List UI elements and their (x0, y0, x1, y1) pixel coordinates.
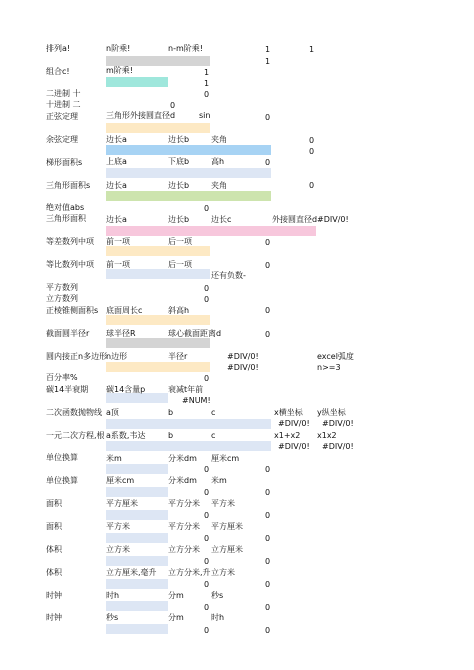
note-text: 还有负数- (211, 271, 246, 280)
error-value: #DIV/0! (322, 419, 354, 428)
column-header: sin (199, 111, 211, 120)
input-bar[interactable] (106, 533, 168, 543)
input-bar[interactable] (106, 191, 271, 201)
column-header: 秒s (211, 591, 224, 600)
result-value: 0 (265, 330, 271, 339)
row-label: 一元二次方程,根 (46, 431, 105, 440)
result-value: 0 (204, 580, 210, 589)
row-label: 等比数列中项 (46, 260, 94, 269)
result-value: 0 (204, 465, 210, 474)
input-bar[interactable] (106, 56, 210, 66)
column-header: x1+x2 (274, 431, 301, 440)
column-header: 米m (106, 454, 122, 463)
row-label: 单位换算 (46, 476, 78, 485)
column-header: 外接圆直径d (272, 215, 318, 224)
input-bar[interactable] (106, 168, 271, 178)
column-header: m阶乘! (106, 66, 133, 75)
input-bar[interactable] (106, 315, 210, 325)
column-header: x横坐标 (274, 408, 303, 417)
result-value: 0 (265, 557, 271, 566)
note-text: excel弧度 (317, 352, 354, 361)
row-label: 绝对值abs (46, 203, 85, 212)
input-bar[interactable] (106, 77, 168, 87)
result-value: 0 (265, 488, 271, 497)
error-value: #DIV/0! (227, 363, 259, 372)
column-header: b (168, 431, 174, 440)
column-header: 时h (211, 613, 225, 622)
column-header: 立方米 (106, 545, 130, 554)
error-value: #DIV/0! (227, 352, 259, 361)
input-bar[interactable] (106, 441, 271, 451)
column-header: n-m阶乘! (168, 44, 203, 53)
column-header: 下底b (168, 157, 190, 166)
result-value: 1 (204, 79, 210, 88)
input-bar[interactable] (106, 579, 168, 589)
result-value: 0 (265, 465, 271, 474)
column-header: 高h (211, 157, 225, 166)
input-bar[interactable] (106, 362, 210, 372)
column-header: 厘米cm (211, 454, 240, 463)
row-label: 体积 (46, 545, 62, 554)
column-header: 立方厘米 (211, 545, 243, 554)
result-value: 0 (204, 204, 210, 213)
row-label: 时钟 (46, 591, 62, 600)
column-header: 夹角 (211, 181, 227, 190)
column-header: 平方米 (211, 499, 235, 508)
row-label: 三角形面积s (46, 181, 91, 190)
input-bar[interactable] (106, 226, 316, 236)
column-header: x1x2 (317, 431, 337, 440)
row-label: 体积 (46, 568, 62, 577)
column-header: 分米dm (168, 454, 197, 463)
column-header: a系数,韦达 (106, 431, 146, 440)
row-label: 组合c! (46, 67, 70, 76)
result-value: 0 (265, 511, 271, 520)
column-header: 斜高h (168, 306, 190, 315)
row-label: 百分率% (46, 373, 78, 382)
result-value: 0 (309, 136, 315, 145)
column-header: 边长a (106, 181, 127, 190)
note-text: n>=3 (317, 363, 341, 372)
column-header: b (168, 408, 174, 417)
input-bar[interactable] (106, 123, 210, 133)
error-value: #DIV/0! (317, 215, 349, 224)
row-label: 余弦定理 (46, 135, 78, 144)
error-value: #DIV/0! (278, 419, 310, 428)
result-value: 0 (265, 113, 271, 122)
column-header: 前一项 (106, 237, 130, 246)
column-header: n阶乘! (106, 44, 131, 53)
result-value: 0 (204, 488, 210, 497)
column-header: 上底a (106, 157, 127, 166)
result-value: 1 (265, 45, 271, 54)
column-header: 底面周长c (106, 306, 143, 315)
column-header: 边长c (211, 215, 232, 224)
column-header: a顶 (106, 408, 119, 417)
error-value: #DIV/0! (278, 442, 310, 451)
result-value: 0 (204, 90, 210, 99)
input-bar[interactable] (106, 487, 168, 497)
column-header: 球心截面距离d (168, 329, 222, 338)
column-header: 边长b (168, 181, 190, 190)
error-value: #DIV/0! (322, 442, 354, 451)
result-value: 0 (204, 557, 210, 566)
column-header: 立方分米,升 (168, 568, 211, 577)
row-label: 正弦定理 (46, 112, 78, 121)
result-value: 0 (204, 284, 210, 293)
column-header: 平方厘米 (106, 499, 138, 508)
column-header: n边形 (106, 352, 128, 361)
column-header: 时h (106, 591, 120, 600)
result-value: 0 (309, 181, 315, 190)
column-header: 分m (168, 613, 184, 622)
row-label: 正棱锥侧面积s (46, 306, 99, 315)
row-label: 面积 (46, 499, 62, 508)
column-header: 边长b (168, 215, 190, 224)
row-label: 时钟 (46, 613, 62, 622)
row-label: 圆内接正n多边形 (46, 352, 108, 361)
result-value: 0 (265, 238, 271, 247)
column-header: 立方分米 (168, 545, 200, 554)
row-label: 立方数列 (46, 294, 78, 303)
column-header: 厘米cm (106, 476, 135, 485)
input-bar[interactable] (106, 556, 168, 566)
column-header: 边长a (106, 215, 127, 224)
row-label: 面积 (46, 522, 62, 531)
result-value: 0 (265, 603, 271, 612)
row-label: 梯形面积s (46, 158, 83, 167)
input-bar[interactable] (106, 269, 210, 279)
column-header: 球半径R (106, 329, 136, 338)
column-header: 米m (211, 476, 227, 485)
column-header: 平方厘米 (211, 522, 243, 531)
result-value: 0 (204, 295, 210, 304)
input-bar[interactable] (106, 464, 168, 474)
result-value: 0 (309, 147, 315, 156)
result-value: 0 (265, 261, 271, 270)
result-value: 0 (204, 374, 210, 383)
input-bar[interactable] (106, 338, 210, 348)
result-value: 1 (265, 57, 271, 66)
column-header: 分m (168, 591, 184, 600)
input-bar[interactable] (106, 419, 271, 429)
row-label: 碳14半衰期 (46, 385, 89, 394)
column-header: 后一项 (168, 260, 192, 269)
column-header: 前一项 (106, 260, 130, 269)
result-value: 0 (204, 603, 210, 612)
column-header: 立方米 (211, 568, 235, 577)
column-header: 立方厘米,毫升 (106, 568, 157, 577)
row-label: 单位换算 (46, 453, 78, 462)
error-value: #NUM! (182, 396, 211, 405)
row-label: 等差数列中项 (46, 237, 94, 246)
input-bar[interactable] (106, 145, 271, 155)
column-header: 平方米 (106, 522, 130, 531)
row-label: 十进制 二 (46, 100, 81, 109)
column-header: 衰减t年前 (168, 385, 204, 394)
input-bar[interactable] (106, 246, 210, 256)
column-header: c (211, 431, 216, 440)
result-value: 0 (204, 511, 210, 520)
column-header: 碳14含量p (106, 385, 146, 394)
column-header: 平方分米 (168, 499, 200, 508)
result-value: 1 (309, 45, 315, 54)
row-label: 截面圆半径r (46, 329, 90, 338)
result-value: 0 (265, 158, 271, 167)
column-header: 后一项 (168, 237, 192, 246)
input-bar[interactable] (106, 510, 168, 520)
result-value: 0 (265, 580, 271, 589)
column-header: y纵坐标 (317, 408, 346, 417)
column-header: c (211, 408, 216, 417)
column-header: 夹角 (211, 135, 227, 144)
column-header: 边长a (106, 135, 127, 144)
column-header: 半径r (168, 352, 188, 361)
row-label: 排列a! (46, 44, 71, 53)
result-value: 0 (265, 306, 271, 315)
result-value: 0 (265, 534, 271, 543)
input-bar[interactable] (106, 624, 168, 634)
column-header: 边长b (168, 135, 190, 144)
result-value: 1 (204, 68, 210, 77)
row-label: 三角形面积 (46, 214, 86, 223)
column-header: 平方分米 (168, 522, 200, 531)
result-value: 0 (204, 534, 210, 543)
input-bar[interactable] (106, 601, 168, 611)
row-label: 平方数列 (46, 283, 78, 292)
column-header: 秒s (106, 613, 119, 622)
result-value: 0 (204, 626, 210, 635)
result-value: 0 (170, 101, 176, 110)
column-header: 分米dm (168, 476, 197, 485)
row-label: 二进制 十 (46, 89, 81, 98)
column-header: 三角形外接圆直径d (106, 111, 176, 120)
row-label: 二次函数抛物线 (46, 408, 102, 417)
result-value: 0 (265, 626, 271, 635)
